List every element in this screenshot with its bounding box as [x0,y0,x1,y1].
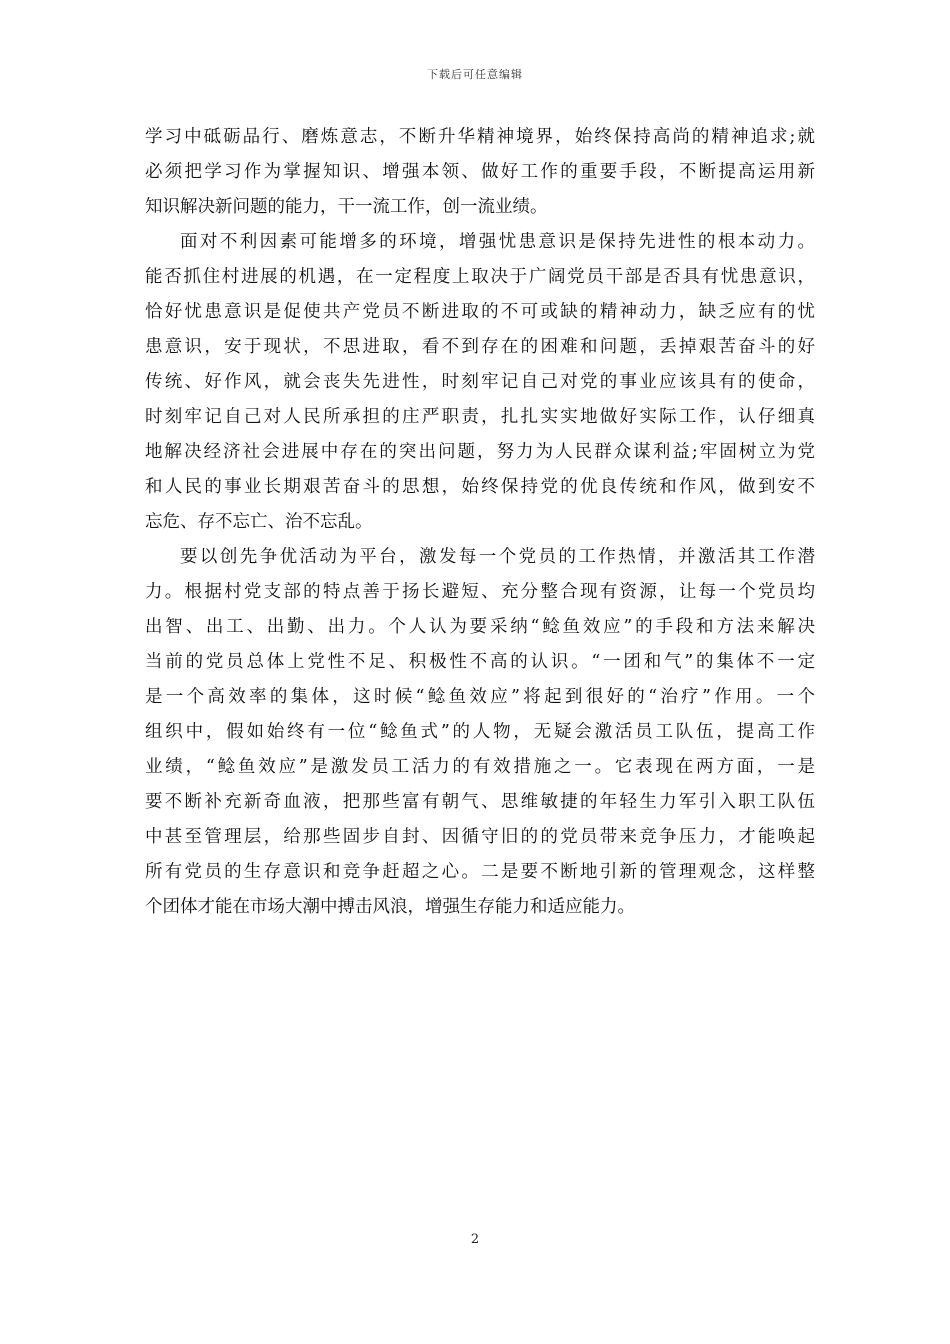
text-line: 所有党员的生存意识和竞争赶超之心。二是要不断地引新的管理观念，这样整 [145,862,815,882]
text-line: 传统、好作风，就会丧失先进性，时刻牢记自己对党的事业应该具有的使命， [145,372,815,392]
text-line: 中甚至管理层，给那些固步自封、因循守旧的的党员带来竞争压力，才能唤起 [145,827,815,847]
paragraph [145,540,815,925]
text-line: 忘危、存不忘亡、治不忘乱。 [145,512,373,532]
text-line: 面对不利因素可能增多的环境，增强忧患意识是保持先进性的根本动力。 [180,232,815,252]
text-line: 必须把学习作为掌握知识、增强本领、做好工作的重要手段，不断提高运用新 [145,162,815,182]
text-line: 力。根据村党支部的特点善于扬长避短、充分整合现有资源，让每一个党员均 [145,582,815,602]
text-line: 患意识，安于现状，不思进取，看不到存在的困难和问题，丢掉艰苦奋斗的好 [145,337,815,357]
text-line: 当前的党员总体上党性不足、积极性不高的认识。“一团和气”的集体不一定 [145,652,815,672]
paragraph [145,225,815,540]
text-line: 知识解决新问题的能力，干一流工作，创一流业绩。 [145,197,548,217]
text-line: 组织中，假如始终有一位“鲶鱼式”的人物，无疑会激活员工队伍，提高工作 [145,722,815,742]
text-line: 地解决经济社会进展中存在的突出问题，努力为人民群众谋利益;牢固树立为党 [145,442,815,462]
text-line: 要不断补充新奇血液，把那些富有朝气、思维敏捷的年轻生力军引入职工队伍 [145,792,815,812]
paragraph [145,120,815,225]
document-body [145,120,815,925]
text-line: 学习中砥砺品行、磨炼意志，不断升华精神境界，始终保持高尚的精神追求;就 [145,127,815,147]
text-line: 是一个高效率的集体，这时候“鲶鱼效应”将起到很好的“治疗”作用。一个 [145,687,815,707]
text-line: 业绩，“鲶鱼效应”是激发员工活力的有效措施之一。它表现在两方面，一是 [145,757,815,777]
text-line: 时刻牢记自己对人民所承担的庄严职责，扎扎实实地做好实际工作，认仔细真 [145,407,815,427]
text-line: 要以创先争优活动为平台，激发每一个党员的工作热情，并激活其工作潜 [180,547,815,567]
text-line: 和人民的事业长期艰苦奋斗的思想，始终保持党的优良传统和作风，做到安不 [145,477,815,497]
page-header: 下载后可任意编辑 [427,68,523,81]
text-line: 个团体才能在市场大潮中搏击风浪，增强生存能力和适应能力。 [145,897,635,917]
text-line: 能否抓住村进展的机遇，在一定程度上取决于广阔党员干部是否具有忧患意识， [145,267,815,287]
text-line: 恰好忧患意识是促使共产党员不断进取的不可或缺的精神动力，缺乏应有的忧 [145,302,815,322]
text-line: 出智、出工、出勤、出力。个人认为要采纳“鲶鱼效应”的手段和方法来解决 [145,617,815,637]
page-number: 2 [470,1232,480,1247]
